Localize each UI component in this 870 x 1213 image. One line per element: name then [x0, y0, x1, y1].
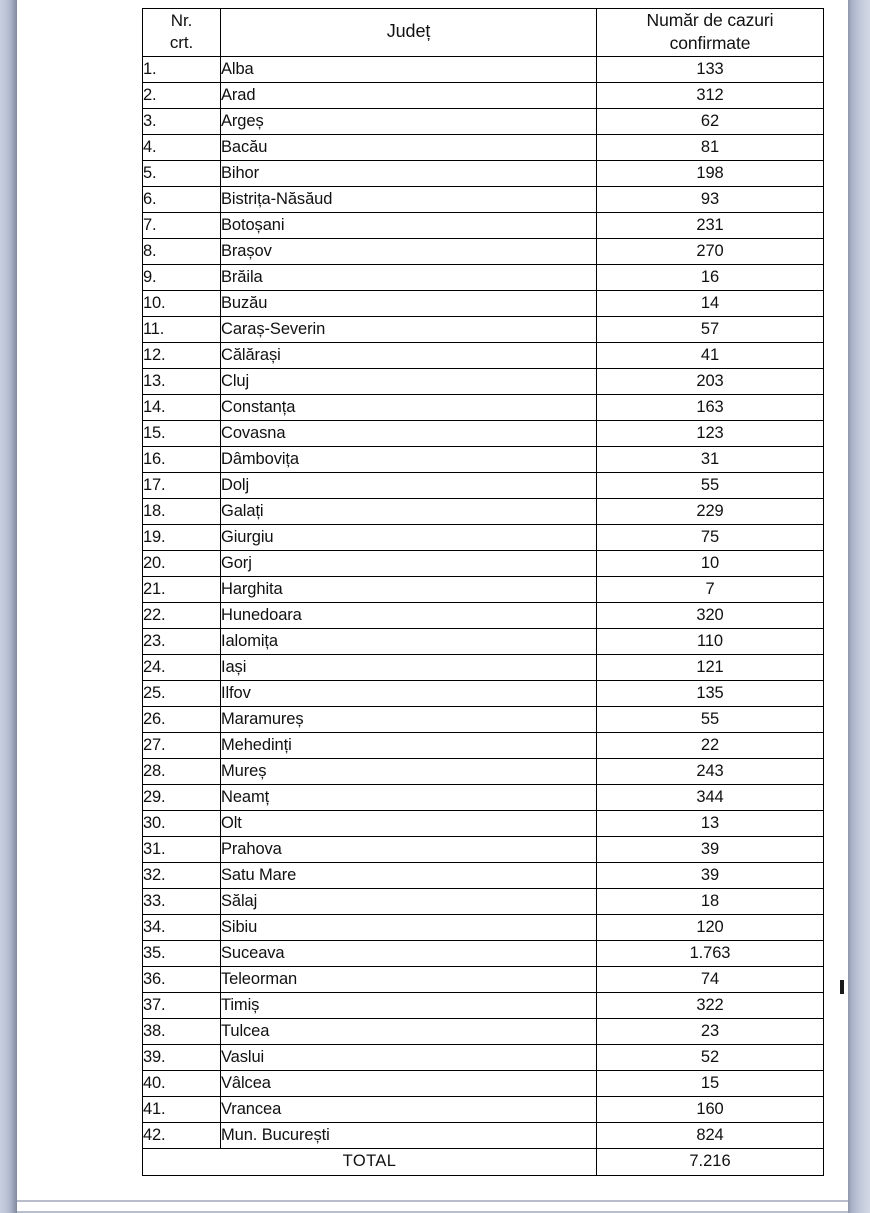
table-row [143, 446, 824, 472]
cell-nr-crt: 2. [143, 82, 221, 108]
cell-numar-cazuri: 74 [597, 966, 824, 992]
table-row [143, 264, 824, 290]
cell-numar-cazuri: 52 [597, 1044, 824, 1070]
cell-nr-crt: 39. [143, 1044, 221, 1070]
cell-judet: Cluj [221, 368, 597, 394]
cell-judet: Alba [221, 56, 597, 82]
cell-numar-cazuri: 14 [597, 290, 824, 316]
cell-judet: Hunedoara [221, 602, 597, 628]
table-row [143, 394, 824, 420]
cell-numar-cazuri: 243 [597, 758, 824, 784]
cell-nr-crt: 28. [143, 758, 221, 784]
table-row [143, 654, 824, 680]
cell-judet: Tulcea [221, 1018, 597, 1044]
cell-nr-crt: 14. [143, 394, 221, 420]
cell-nr-crt: 23. [143, 628, 221, 654]
cell-judet: Bistrița-Năsăud [221, 186, 597, 212]
table-row [143, 992, 824, 1018]
cell-nr-crt: 19. [143, 524, 221, 550]
cell-judet: Sălaj [221, 888, 597, 914]
cell-numar-cazuri: 93 [597, 186, 824, 212]
cell-nr-crt: 9. [143, 264, 221, 290]
right-gutter [848, 0, 870, 1213]
column-header-nr-crt-line2: crt. [169, 33, 194, 53]
cell-numar-cazuri: 133 [597, 56, 824, 82]
cell-nr-crt: 11. [143, 316, 221, 342]
total-row [143, 1148, 824, 1175]
table-row [143, 1122, 824, 1148]
cell-judet: Ilfov [221, 680, 597, 706]
cell-judet: Timiș [221, 992, 597, 1018]
cell-judet: Constanța [221, 394, 597, 420]
cell-judet: Olt [221, 810, 597, 836]
total-label: TOTAL [143, 1148, 597, 1175]
cell-judet: Arad [221, 82, 597, 108]
table-row [143, 160, 824, 186]
table-row [143, 238, 824, 264]
cell-nr-crt: 37. [143, 992, 221, 1018]
table-row [143, 706, 824, 732]
table-row [143, 1070, 824, 1096]
cell-numar-cazuri: 231 [597, 212, 824, 238]
cell-judet: Mun. București [221, 1122, 597, 1148]
cell-nr-crt: 20. [143, 550, 221, 576]
cell-numar-cazuri: 160 [597, 1096, 824, 1122]
cell-numar-cazuri: 270 [597, 238, 824, 264]
cell-judet: Harghita [221, 576, 597, 602]
cell-nr-crt: 18. [143, 498, 221, 524]
table-row [143, 836, 824, 862]
column-header-judet [221, 9, 597, 57]
cell-nr-crt: 36. [143, 966, 221, 992]
table-row [143, 524, 824, 550]
scan-artifact-mark [840, 980, 844, 994]
table-row [143, 1096, 824, 1122]
page-bottom-edge [17, 1200, 848, 1202]
cell-judet: Dâmbovița [221, 446, 597, 472]
table-row [143, 316, 824, 342]
cell-judet: Ialomița [221, 628, 597, 654]
cell-nr-crt: 42. [143, 1122, 221, 1148]
table-row [143, 212, 824, 238]
cell-numar-cazuri: 75 [597, 524, 824, 550]
cell-numar-cazuri: 18 [597, 888, 824, 914]
cell-nr-crt: 16. [143, 446, 221, 472]
cell-judet: Vaslui [221, 1044, 597, 1070]
cell-numar-cazuri: 57 [597, 316, 824, 342]
cell-numar-cazuri: 15 [597, 1070, 824, 1096]
cell-numar-cazuri: 23 [597, 1018, 824, 1044]
table-row [143, 108, 824, 134]
cell-judet: Gorj [221, 550, 597, 576]
cell-judet: Iași [221, 654, 597, 680]
table-row [143, 186, 824, 212]
cell-nr-crt: 38. [143, 1018, 221, 1044]
cell-judet: Mureș [221, 758, 597, 784]
cell-numar-cazuri: 121 [597, 654, 824, 680]
cell-judet: Buzău [221, 290, 597, 316]
cell-judet: Mehedinți [221, 732, 597, 758]
table-row [143, 732, 824, 758]
cell-nr-crt: 30. [143, 810, 221, 836]
cell-nr-crt: 4. [143, 134, 221, 160]
column-header-judet-label: Județ [386, 21, 431, 42]
column-header-nr-crt-line1: Nr. [170, 10, 193, 30]
cell-nr-crt: 22. [143, 602, 221, 628]
document-page [17, 0, 848, 1213]
cell-judet: Galați [221, 498, 597, 524]
cell-numar-cazuri: 312 [597, 82, 824, 108]
cell-numar-cazuri: 13 [597, 810, 824, 836]
cell-nr-crt: 31. [143, 836, 221, 862]
table-row [143, 498, 824, 524]
cell-nr-crt: 10. [143, 290, 221, 316]
cell-nr-crt: 35. [143, 940, 221, 966]
cell-judet: Brașov [221, 238, 597, 264]
left-gutter [0, 0, 17, 1213]
cell-numar-cazuri: 229 [597, 498, 824, 524]
table-row [143, 680, 824, 706]
cell-nr-crt: 15. [143, 420, 221, 446]
table-row [143, 420, 824, 446]
cell-numar-cazuri: 135 [597, 680, 824, 706]
cell-judet: Satu Mare [221, 862, 597, 888]
cell-judet: Vâlcea [221, 1070, 597, 1096]
table-row [143, 134, 824, 160]
cell-numar-cazuri: 120 [597, 914, 824, 940]
cell-judet: Argeș [221, 108, 597, 134]
cell-numar-cazuri: 41 [597, 342, 824, 368]
cell-numar-cazuri: 123 [597, 420, 824, 446]
cell-numar-cazuri: 198 [597, 160, 824, 186]
column-header-numar-cazuri [597, 9, 824, 57]
cell-nr-crt: 8. [143, 238, 221, 264]
table-footer [143, 1148, 824, 1175]
cell-numar-cazuri: 824 [597, 1122, 824, 1148]
table-row [143, 758, 824, 784]
cell-numar-cazuri: 320 [597, 602, 824, 628]
cell-judet: Maramureș [221, 706, 597, 732]
table-body [143, 56, 824, 1148]
cell-nr-crt: 33. [143, 888, 221, 914]
cell-nr-crt: 34. [143, 914, 221, 940]
cell-numar-cazuri: 7 [597, 576, 824, 602]
cell-numar-cazuri: 344 [597, 784, 824, 810]
cell-nr-crt: 17. [143, 472, 221, 498]
cell-numar-cazuri: 22 [597, 732, 824, 758]
cell-judet: Călărași [221, 342, 597, 368]
cell-nr-crt: 21. [143, 576, 221, 602]
cell-numar-cazuri: 163 [597, 394, 824, 420]
cell-numar-cazuri: 55 [597, 706, 824, 732]
cell-nr-crt: 7. [143, 212, 221, 238]
cell-nr-crt: 12. [143, 342, 221, 368]
cell-nr-crt: 41. [143, 1096, 221, 1122]
cell-numar-cazuri: 10 [597, 550, 824, 576]
cell-judet: Bacău [221, 134, 597, 160]
column-header-nr-crt [143, 9, 221, 57]
cell-nr-crt: 32. [143, 862, 221, 888]
cell-judet: Teleorman [221, 966, 597, 992]
cell-judet: Covasna [221, 420, 597, 446]
cell-judet: Prahova [221, 836, 597, 862]
cell-judet: Brăila [221, 264, 597, 290]
cell-numar-cazuri: 81 [597, 134, 824, 160]
cell-judet: Bihor [221, 160, 597, 186]
cell-nr-crt: 3. [143, 108, 221, 134]
table-row [143, 56, 824, 82]
table-row [143, 862, 824, 888]
table-row [143, 602, 824, 628]
cell-nr-crt: 27. [143, 732, 221, 758]
cell-nr-crt: 6. [143, 186, 221, 212]
cell-judet: Dolj [221, 472, 597, 498]
cell-judet: Vrancea [221, 1096, 597, 1122]
column-header-numar-cazuri-line2: confirmate [669, 33, 751, 54]
cell-judet: Giurgiu [221, 524, 597, 550]
cell-numar-cazuri: 16 [597, 264, 824, 290]
cell-numar-cazuri: 110 [597, 628, 824, 654]
cell-judet: Caraș-Severin [221, 316, 597, 342]
table-row [143, 342, 824, 368]
cell-nr-crt: 24. [143, 654, 221, 680]
cell-judet: Neamț [221, 784, 597, 810]
cell-numar-cazuri: 31 [597, 446, 824, 472]
cell-nr-crt: 29. [143, 784, 221, 810]
cell-numar-cazuri: 39 [597, 836, 824, 862]
table-row [143, 914, 824, 940]
table-row [143, 472, 824, 498]
table-row [143, 550, 824, 576]
table-row [143, 810, 824, 836]
cell-numar-cazuri: 39 [597, 862, 824, 888]
table-header [143, 9, 824, 57]
table-row [143, 82, 824, 108]
cell-nr-crt: 1. [143, 56, 221, 82]
table-row [143, 966, 824, 992]
cell-numar-cazuri: 322 [597, 992, 824, 1018]
cell-numar-cazuri: 55 [597, 472, 824, 498]
table-row [143, 1018, 824, 1044]
cell-nr-crt: 5. [143, 160, 221, 186]
table-row [143, 940, 824, 966]
cell-nr-crt: 40. [143, 1070, 221, 1096]
cell-judet: Sibiu [221, 914, 597, 940]
cell-judet: Botoșani [221, 212, 597, 238]
table-row [143, 576, 824, 602]
table-row [143, 888, 824, 914]
cell-nr-crt: 26. [143, 706, 221, 732]
confirmed-cases-table [142, 8, 824, 1176]
cell-numar-cazuri: 1.763 [597, 940, 824, 966]
cell-numar-cazuri: 203 [597, 368, 824, 394]
total-value: 7.216 [597, 1148, 824, 1175]
table-row [143, 628, 824, 654]
cell-nr-crt: 25. [143, 680, 221, 706]
table-header-row [143, 9, 824, 57]
table-row [143, 368, 824, 394]
table-row [143, 1044, 824, 1070]
table-row [143, 784, 824, 810]
cell-judet: Suceava [221, 940, 597, 966]
column-header-numar-cazuri-line1: Număr de cazuri [646, 10, 774, 30]
cell-nr-crt: 13. [143, 368, 221, 394]
table-row [143, 290, 824, 316]
cell-numar-cazuri: 62 [597, 108, 824, 134]
